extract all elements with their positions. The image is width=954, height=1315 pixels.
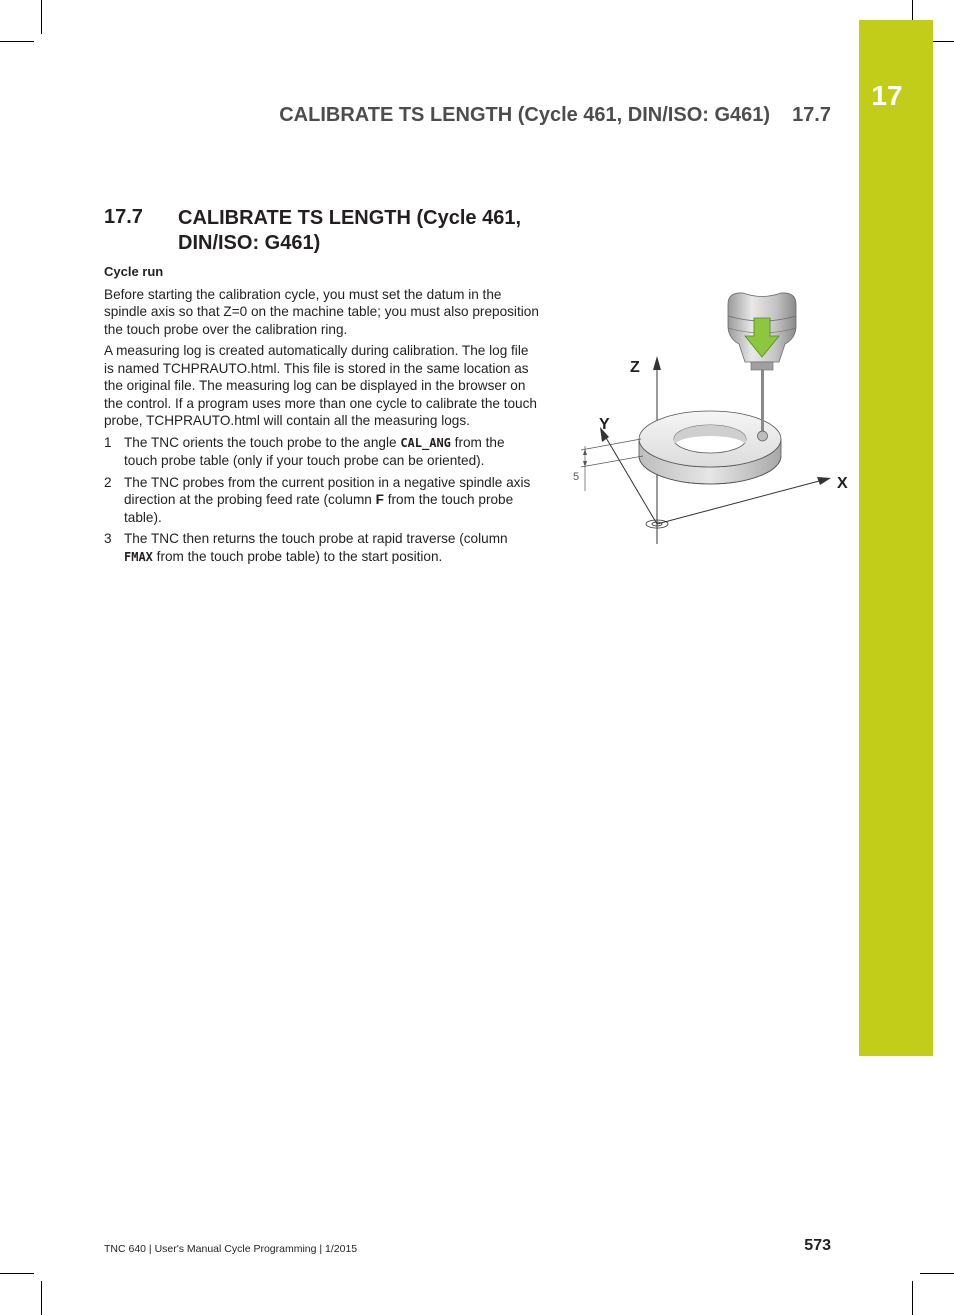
step-text: from the touch probe table (only if your touch probe can be oriented). [124, 434, 505, 468]
step-text: The TNC orients the touch probe to the angle [124, 434, 401, 450]
step-text: from the touch probe table) to the start position. [152, 548, 443, 564]
paragraph: Before starting the calibration cycle, you must set the datum in the spindle axis so that Z=0 on the machine table; you must also preposition the touch probe over the calibration ring. [104, 286, 539, 337]
calibration-ring [639, 411, 781, 484]
step-number: 1 [104, 434, 112, 450]
step-text: The TNC probes from the current position in a negative spindle axis direction at the probing feed rate (column [124, 474, 531, 507]
crop-mark [41, 1281, 42, 1315]
list-item [104, 434, 540, 470]
y-axis-label: Y [599, 416, 610, 433]
page-number: 573 [804, 1237, 831, 1254]
running-header-title: CALIBRATE TS LENGTH (Cycle 461, DIN/ISO: G461) [279, 104, 771, 126]
z-axis-label: Z [630, 359, 640, 376]
chapter-number: 17 [871, 80, 903, 111]
step-code: FMAX [124, 549, 153, 564]
dimension-marker [581, 439, 643, 491]
step-code: CAL_ANG [400, 435, 451, 450]
crop-mark [920, 1273, 954, 1274]
section-number: 17.7 [104, 206, 143, 228]
list-item [104, 474, 540, 527]
step-code: F [375, 492, 384, 507]
footer-text: TNC 640 | User's Manual Cycle Programming | 1/2015 [104, 1243, 358, 1255]
crop-mark [0, 1273, 34, 1274]
step-number: 3 [104, 531, 112, 546]
content-column [104, 263, 540, 570]
paragraph: A measuring log is created automatically during calibration. The log file is named TCHPRAUTO.html. This file is stored in the same location as the original file. The measuring log can be displayed in the browser on the control. If a program uses more than one cycle to calibrate the touch probe, TCHPRAUTO.html will contain all the measuring logs. [104, 343, 537, 428]
steps-list [104, 434, 540, 567]
crop-mark [0, 41, 34, 42]
step-number: 2 [104, 474, 112, 490]
section-title: CALIBRATE TS LENGTH (Cycle 461, DIN/ISO: G461) [178, 207, 522, 254]
x-axis-label: X [837, 475, 848, 492]
list-item [104, 530, 540, 566]
running-header [200, 104, 831, 127]
chapter-tab [859, 20, 933, 1056]
x-axis [657, 477, 831, 524]
step-text: The TNC then returns the touch probe at rapid traverse (column [124, 531, 508, 546]
crop-mark [41, 0, 42, 34]
calibration-figure [565, 286, 855, 548]
subheading: Cycle run [104, 264, 164, 279]
crop-mark [912, 1281, 913, 1315]
running-header-section: 17.7 [792, 104, 831, 126]
step-text: from the touch probe table). [124, 492, 514, 525]
dimension-label: 5 [573, 471, 580, 483]
